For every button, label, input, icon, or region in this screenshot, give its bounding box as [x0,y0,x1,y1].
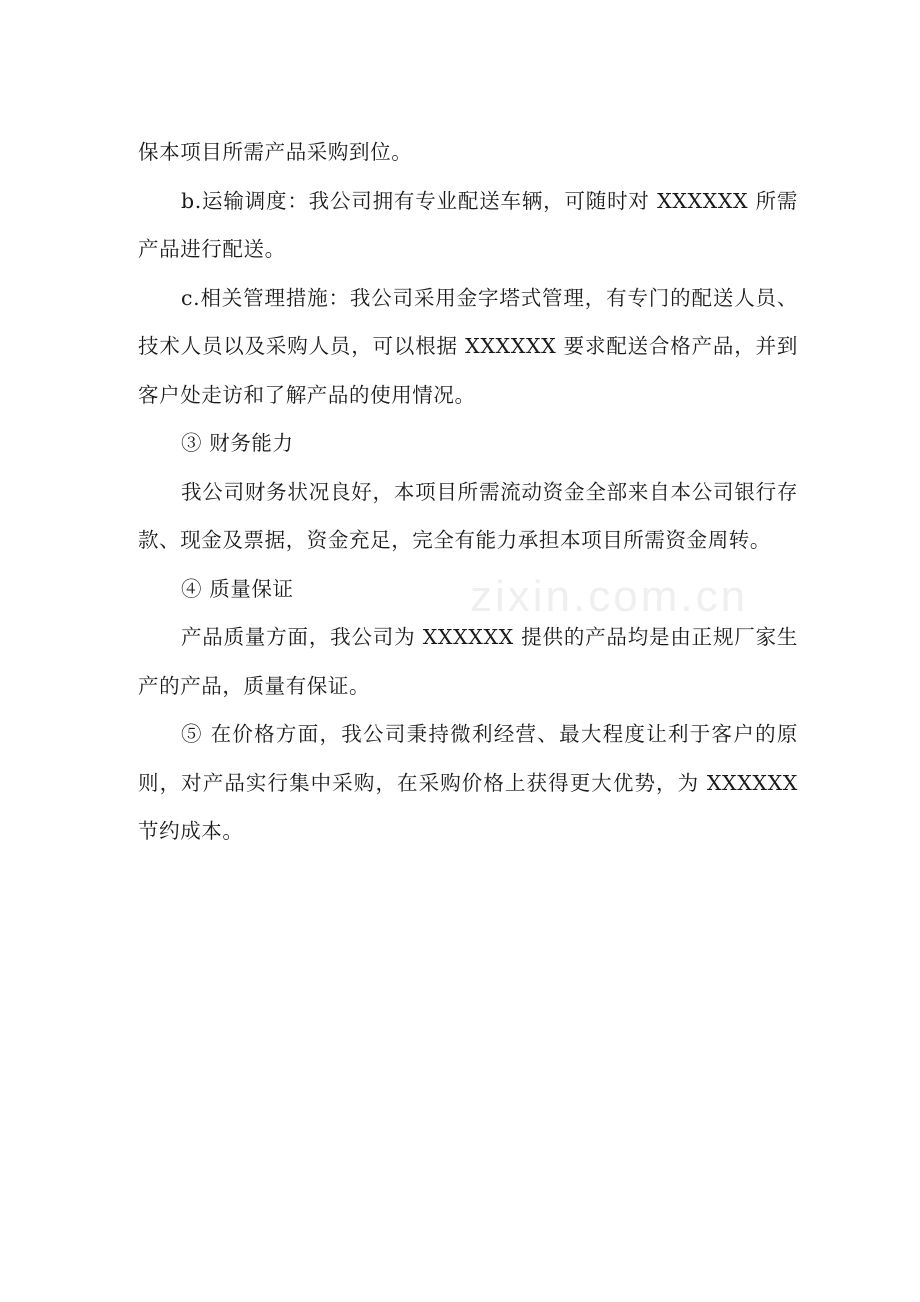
paragraph-procurement-end: 保本项目所需产品采购到位。 [138,140,413,164]
paragraph-pricing: ⑤ 在价格方面，我公司秉持微利经营、最大程度让利于客户的原则，对产品实行集中采购，在采购价格上获得更大优势，为 XXXXXX 节约成本。 [138,722,798,843]
paragraph-financial-status: 我公司财务状况良好，本项目所需流动资金全部来自本公司银行存款、现金及票据，资金充足，完全有能力承担本项目所需资金周转。 [138,479,798,552]
heading-quality-assurance: ④ 质量保证 [181,576,294,601]
paragraph-management-measures: c.相关管理措施：我公司采用金字塔式管理，有专门的配送人员、技术人员以及采购人员，可以根据 XXXXXX 要求配送合格产品，并到客户处走访和了解产品的使用情况。 [138,285,798,407]
watermark: zixin.com.cn [470,572,749,621]
document-body [138,128,798,856]
paragraph-product-quality: 产品质量方面，我公司为 XXXXXX 提供的产品均是由正规厂家生产的产品，质量有保证。 [138,625,798,698]
heading-financial-capability: ③ 财务能力 [181,431,294,455]
paragraph-transport-dispatch: b.运输调度：我公司拥有专业配送车辆，可随时对 XXXXXX 所需产品进行配送。 [138,188,798,261]
